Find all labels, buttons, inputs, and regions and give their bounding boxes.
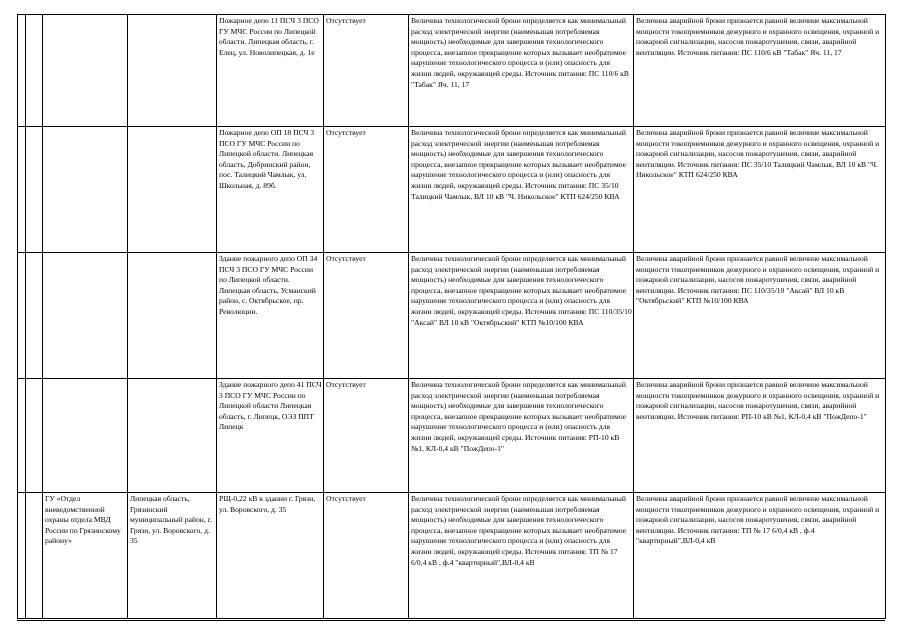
org-cell: [43, 15, 128, 127]
document-page: [17, 14, 885, 619]
address-cell: Липецкая область, Грязинский муниципальный район, г. Грязи, ул. Воровского, д. 35: [128, 493, 217, 619]
index-cell: [26, 493, 43, 619]
table-row: [18, 493, 886, 619]
address-cell: [128, 127, 217, 253]
index-cell: [26, 127, 43, 253]
emergency-reserve-cell: Величина аварийной брони признается равной величине максимальной мощности токоприемников дежурного и охранного освещения, охранной и пожарной сигнализации, насосов пожаротушения, связи, аварийной вентиляции. Источник питания: ПС 35/10 Талицкий Чамлык, ВЛ 10 кВ "Ч. Никольское" КТП 624/250 КВА: [634, 127, 886, 253]
index-cell: [26, 253, 43, 379]
tech-reserve-cell: Величина технологической брони определяется как минимальный расход электрической энергии (наименьшая потребляемая мощность) необходимые для завершения технологического процесса, внезапное прекращение которых вызывает необратимое нарушение технологического процесса и (или) опасность для жизни людей, окружающей среды. Источник питания: ПС 35/10 Талицкий Чамлык, ВЛ 10 кВ "Ч. Никольское" КТП 624/250 КВА: [409, 127, 634, 253]
address-cell: [128, 379, 217, 493]
power-reserve-table: [17, 14, 886, 619]
status-cell: Отсутствует: [324, 379, 409, 493]
status-cell: Отсутствует: [324, 253, 409, 379]
object-cell: Пожарное депо 11 ПСЧ 3 ПСО ГУ МЧС России по Липецкой области. Липецкая область, г. Елец, ул. Новолипецкая, д. 1е: [217, 15, 324, 127]
object-cell: Здание пожарного депо ОП 34 ПСЧ 3 ПСО ГУ МЧС России по Липецкой области. Липецкая область, Усманский район, с. Октябрьское, пр. Революции.: [217, 253, 324, 379]
row-number-cell: [18, 493, 26, 619]
table-row: [18, 15, 886, 127]
table-row: [18, 253, 886, 379]
tech-reserve-cell: Величина технологической брони определяется как минимальный расход электрической энергии (наименьшая потребляемая мощность) необходимые для завершения технологического процесса, внезапное прекращение которых вызывает необратимое нарушение технологического процесса и (или) опасность для жизни людей, окружающей среды. Источник питания: ТП № 17 6/0,4 кВ , ф.4 "квартирный",ВЛ-0,4 кВ: [409, 493, 634, 619]
org-cell: [43, 379, 128, 493]
row-number-cell: [18, 127, 26, 253]
table-row: [18, 379, 886, 493]
org-cell: [43, 127, 128, 253]
address-cell: [128, 15, 217, 127]
emergency-reserve-cell: Величина аварийной брони признается равной величине максимальной мощности токоприемников дежурного и охранного освещения, охранной и пожарной сигнализации, насосов пожаротушения, связи, аварийной вентиляции. Источник питания: РП-10 кВ №1, КЛ-0,4 кВ "ПожДепо-1": [634, 379, 886, 493]
emergency-reserve-cell: Величина аварийной брони признается равной величине максимальной мощности токоприемников дежурного и охранного освещения, охранной и пожарной сигнализации, насосов пожаротушения, связи, аварийной вентиляции. Источник питания: ПС 110/35/10 "Аксай" ВЛ 10 кВ "Октябрьский" КТП №10/100 КВА: [634, 253, 886, 379]
address-cell: [128, 253, 217, 379]
index-cell: [26, 379, 43, 493]
object-cell: РЩ-0,22 кВ в здании г. Грязи, ул. Воровского, д. 35: [217, 493, 324, 619]
row-number-cell: [18, 15, 26, 127]
tech-reserve-cell: Величина технологической брони определяется как минимальный расход электрической энергии (наименьшая потребляемая мощность) необходимые для завершения технологического процесса, внезапное прекращение которых вызывает необратимое нарушение технологического процесса и (или) опасность для жизни людей, окружающей среды. Источник питания: ПС 110/35/10 "Аксай" ВЛ 10 кВ "Октябрьский" КТП №10/100 КВА: [409, 253, 634, 379]
index-cell: [26, 15, 43, 127]
tech-reserve-cell: Величина технологической брони определяется как минимальный расход электрической энергии (наименьшая потребляемая мощность) необходимые для завершения технологического процесса, внезапное прекращение которых вызывает необратимое нарушение технологического процесса и (или) опасность для жизни людей, окружающей среды. Источник питания: ПС 110/6 кВ "Табак" Яч. 11, 17: [409, 15, 634, 127]
table-row: [18, 127, 886, 253]
emergency-reserve-cell: Величина аварийной брони признается равной величине максимальной мощности токоприемников дежурного и охранного освещения, охранной и пожарной сигнализации, насосов пожаротушения, связи, аварийной вентиляции. Источник питания: ТП № 17 6/0,4 кВ , ф.4 "квартирный",ВЛ-0,4 кВ: [634, 493, 886, 619]
status-cell: Отсутствует: [324, 493, 409, 619]
status-cell: Отсутствует: [324, 15, 409, 127]
tech-reserve-cell: Величина технологической брони определяется как минимальный расход электрической энергии (наименьшая потребляемая мощность) необходимые для завершения технологического процесса, внезапное прекращение которых вызывает необратимое нарушение технологического процесса и (или) опасность для жизни людей, окружающей среды. Источник питания: РП-10 кВ №1, КЛ-0,4 кВ "ПожДепо-1": [409, 379, 634, 493]
org-cell: ГУ «Отдел вневедомственной охраны отдела МВД России по Грязинскому району»: [43, 493, 128, 619]
object-cell: Пожарное депо ОП 18 ПСЧ 3 ПСО ГУ МЧС России по Липецкой области. Липецкая область, Добринский район, пос. Талицкий Чамлык, ул. Школьная, д. 89б.: [217, 127, 324, 253]
emergency-reserve-cell: Величина аварийной брони признается равной величине максимальной мощности токоприемников дежурного и охранного освещения, охранной и пожарной сигнализации, насосов пожаротушения, связи, аварийной вентиляции. Источник питания: ПС 110/6 кВ "Табак" Яч. 11, 17: [634, 15, 886, 127]
object-cell: Здание пожарного депо 41 ПСЧ 3 ПСО ГУ МЧС России по Липецкой области Липецкая область, г. Липецк, ОЭЗ ППТ Липецк: [217, 379, 324, 493]
row-number-cell: [18, 379, 26, 493]
page-bottom-rule: [17, 620, 885, 621]
row-number-cell: [18, 253, 26, 379]
status-cell: Отсутствует: [324, 127, 409, 253]
org-cell: [43, 253, 128, 379]
